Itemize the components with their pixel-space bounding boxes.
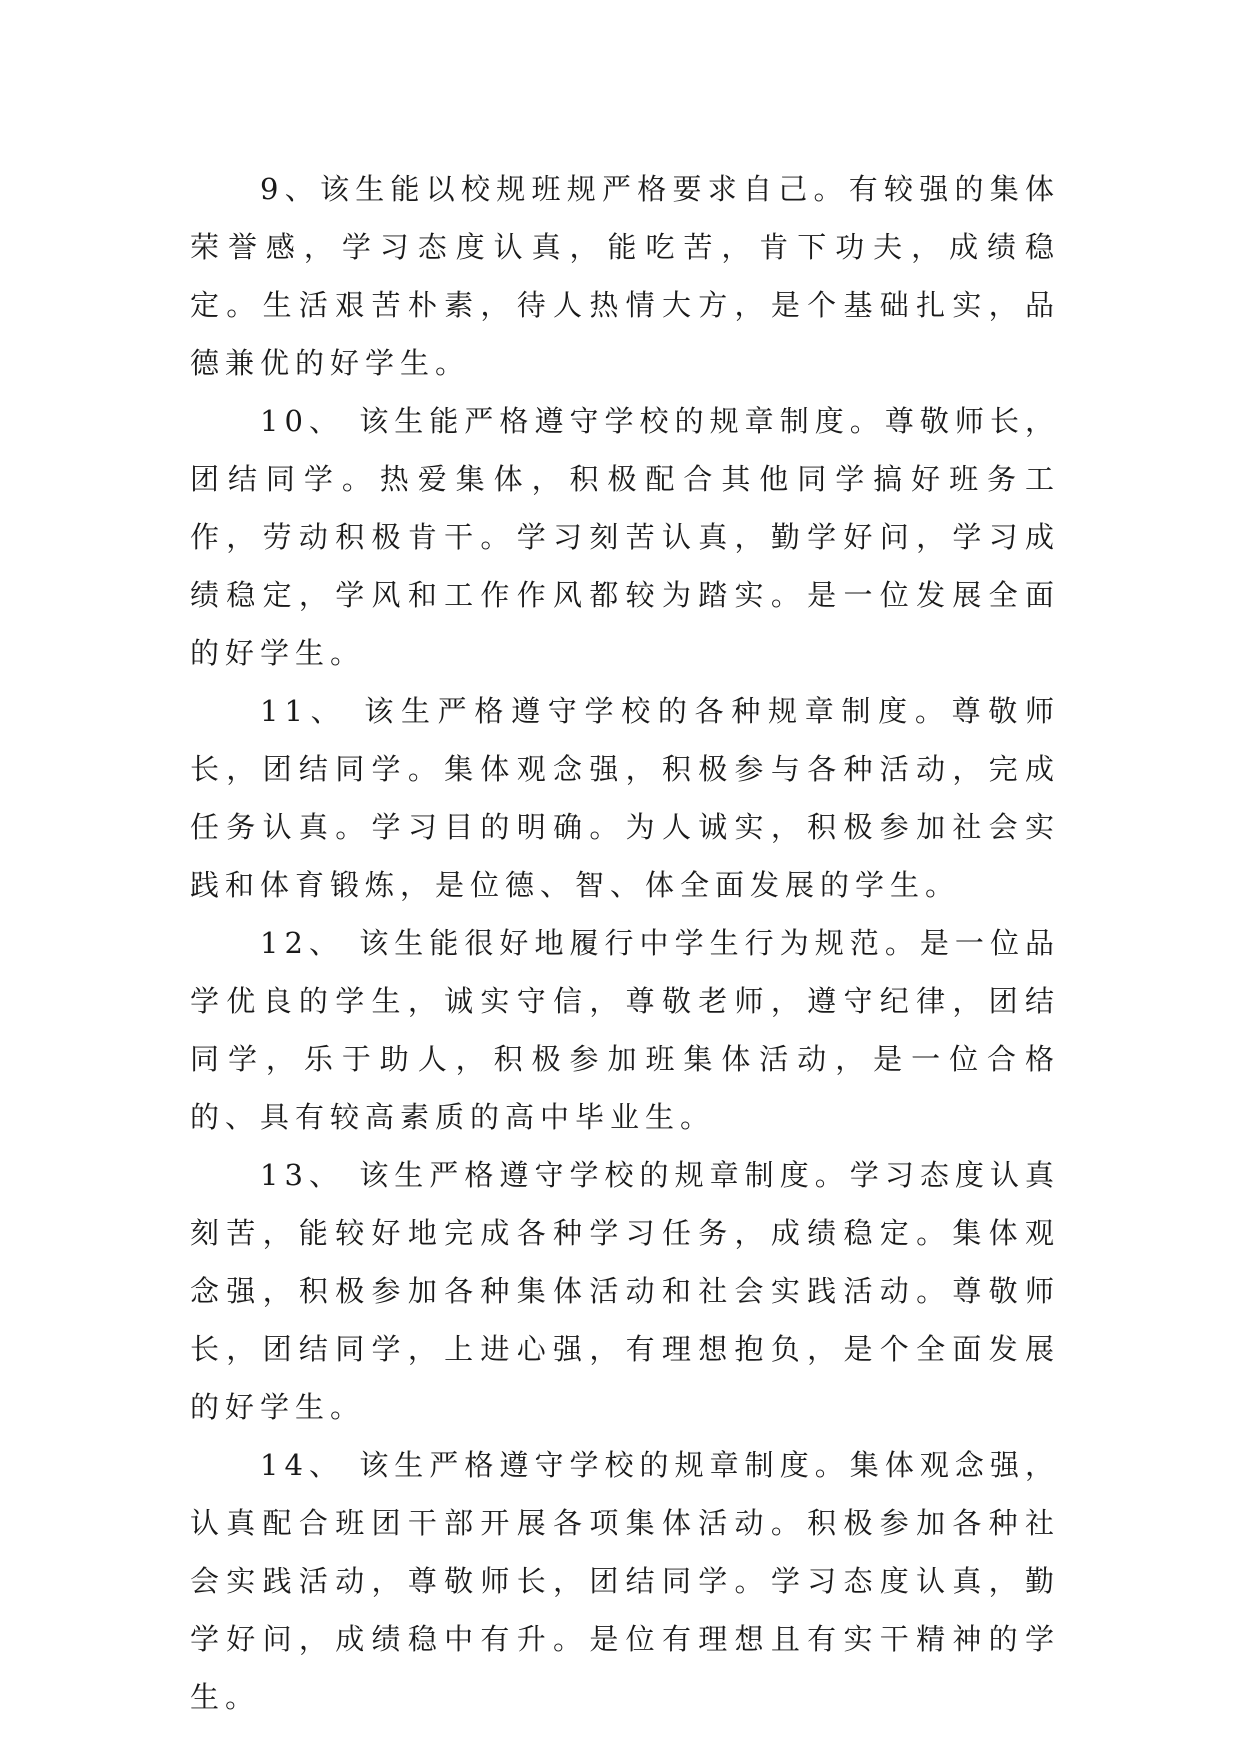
paragraph-10: 10、 该生能严格遵守学校的规章制度。尊敬师长，团结同学。热爱集体，积极配合其他同学搞好班务工作，劳动积极肯干。学习刻苦认真，勤学好问，学习成绩稳定，学风和工作作风都较为踏实。是一位发展全面的好学生。 bbox=[190, 404, 1060, 670]
paragraph-12: 12、 该生能很好地履行中学生行为规范。是一位品学优良的学生，诚实守信，尊敬老师，遵守纪律，团结同学，乐于助人，积极参加班集体活动，是一位合格的、具有较高素质的高中毕业生。 bbox=[190, 926, 1060, 1134]
document-page bbox=[190, 160, 1060, 1726]
paragraph-11: 11、 该生严格遵守学校的各种规章制度。尊敬师长，团结同学。集体观念强，积极参与各种活动，完成任务认真。学习目的明确。为人诚实，积极参加社会实践和体育锻炼，是位德、智、体全面发展的学生。 bbox=[190, 694, 1060, 902]
paragraph-13: 13、 该生严格遵守学校的规章制度。学习态度认真刻苦，能较好地完成各种学习任务，成绩稳定。集体观念强，积极参加各种集体活动和社会实践活动。尊敬师长，团结同学，上进心强，有理想抱负，是个全面发展的好学生。 bbox=[190, 1158, 1060, 1424]
paragraph-9: 9、该生能以校规班规严格要求自己。有较强的集体荣誉感，学习态度认真，能吃苦，肯下功夫，成绩稳定。生活艰苦朴素，待人热情大方，是个基础扎实，品德兼优的好学生。 bbox=[190, 172, 1060, 380]
paragraph-14: 14、 该生严格遵守学校的规章制度。集体观念强，认真配合班团干部开展各项集体活动。积极参加各种社会实践活动，尊敬师长，团结同学。学习态度认真，勤学好问，成绩稳中有升。是位有理想且有实干精神的学生。 bbox=[190, 1448, 1060, 1714]
